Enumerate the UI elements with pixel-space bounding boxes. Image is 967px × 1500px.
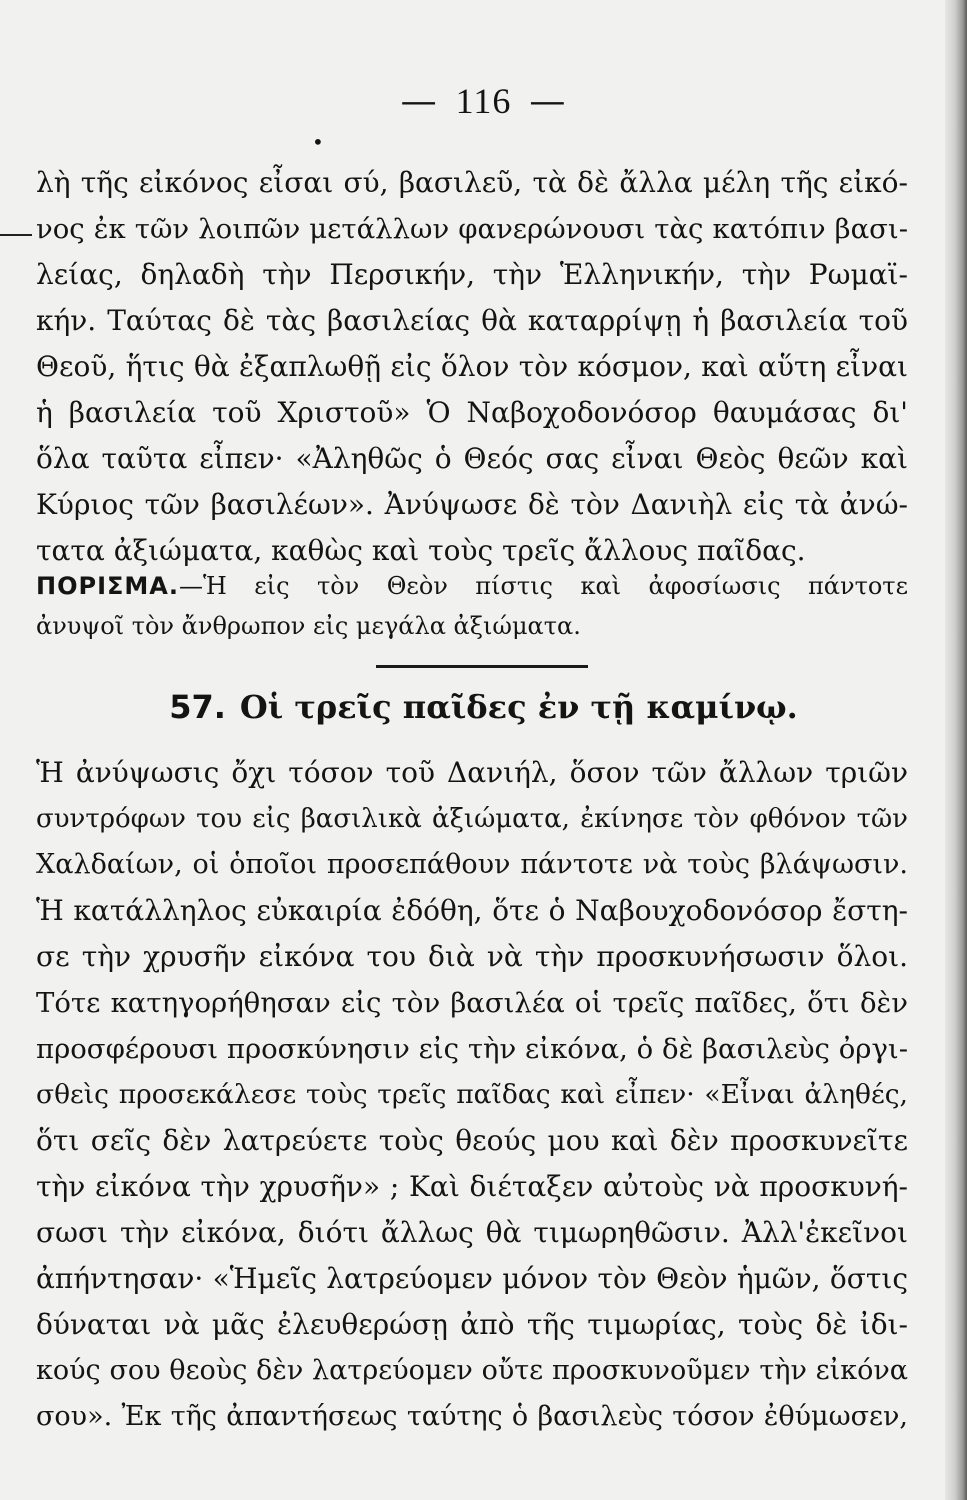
corollary-text: —Ἡ εἰς τὸν Θεὸν πίστις καὶ ἀφοσίωσις πάντοτε (178, 572, 908, 600)
text-line: ἡ βασιλεία τοῦ Χριστοῦ» Ὁ Ναβοχοδονόσορ θαυμάσας δι' (36, 396, 908, 429)
print-speck: • (312, 130, 324, 154)
section-number: 57. (169, 688, 226, 726)
text-line: σου». Ἐκ τῆς ἀπαντήσεως ταύτης ὁ βασιλεὺς τόσον ἐθύμωσεν, (36, 1401, 908, 1432)
text-line: σε τὴν χρυσῆν εἰκόνα του διὰ νὰ τὴν προσκυνήσωσιν ὅλοι. (36, 940, 908, 973)
section-heading (0, 688, 967, 726)
text-line: ἀπήντησαν· «Ἡμεῖς λατρεύομεν μόνον τὸν Θεὸν ἡμῶν, ὅστις (36, 1262, 908, 1295)
margin-mark (0, 234, 32, 236)
text-line: Χαλδαίων, οἱ ὁποῖοι προσεπάθουν πάντοτε νὰ τοὺς βλάψωσιν. (36, 849, 908, 880)
corollary-line (36, 566, 908, 606)
text-line: Ἡ ἀνύψωσις ὄχι τόσον τοῦ Δανιήλ, ὅσον τῶν ἄλλων τριῶν (36, 756, 908, 789)
text-line: Κύριος τῶν βασιλέων». Ἀνύψωσε δὲ τὸν Δανιὴλ εἰς τὰ ἀνώ- (36, 488, 908, 521)
text-line: Ἡ κατάλληλος εὐκαιρία ἐδόθη, ὅτε ὁ Ναβουχοδονόσορ ἔστη- (36, 894, 908, 927)
text-line: σθεὶς προσεκάλεσε τοὺς τρεῖς παῖδας καὶ εἶπεν· «Εἶναι ἀληθές, (36, 1079, 908, 1110)
text-line: κούς σου θεοὺς δὲν λατρεύομεν οὔτε προσκυνοῦμεν τὴν εἰκόνα (36, 1355, 908, 1386)
corollary-line: ἀνυψοῖ τὸν ἄνθρωπον εἰς μεγάλα ἀξιώματα. (36, 612, 581, 640)
corollary (36, 566, 908, 646)
text-line: λὴ τῆς εἰκόνος εἶσαι σύ, βασιλεῦ, τὰ δὲ ἄλλα μέλη τῆς εἰκό- (36, 166, 908, 199)
text-line: νος ἐκ τῶν λοιπῶν μετάλλων φανερώνουσι τὰς κατόπιν βασι- (36, 213, 908, 245)
text-line: Θεοῦ, ἥτις θὰ ἐξαπλωθῇ εἰς ὅλον τὸν κόσμον, καὶ αὕτη εἶναι (36, 350, 908, 383)
text-line: δύναται νὰ μᾶς ἐλευθερώσῃ ἀπὸ τῆς τιμωρίας, τοὺς δὲ ἰδι- (36, 1308, 908, 1341)
text-line: τατα ἀξιώματα, καθὼς καὶ τοὺς τρεῖς ἄλλους παῖδας. (36, 534, 806, 567)
text-line: ὅλα ταῦτα εἶπεν· «Ἀληθῶς ὁ Θεός σας εἶναι Θεὸς θεῶν καὶ (36, 442, 908, 475)
section-divider (376, 665, 588, 668)
text-line: ὅτι σεῖς δὲν λατρεύετε τοὺς θεούς μου καὶ δὲν προσκυνεῖτε (36, 1124, 908, 1157)
section-title: Οἱ τρεῖς παῖδες ἐν τῇ καμίνῳ. (239, 688, 798, 726)
text-line: τὴν εἰκόνα τὴν χρυσῆν» ; Καὶ διέταξεν αὐτοὺς νὰ προσκυνή- (36, 1170, 908, 1203)
corollary-label: ΠΟΡΙΣΜΑ. (36, 572, 179, 600)
text-line: κήν. Ταύτας δὲ τὰς βασιλείας θὰ καταρρίψῃ ἡ βασιλεία τοῦ (36, 304, 908, 337)
header-dash-left: — (400, 81, 438, 122)
text-line: σωσι τὴν εἰκόνα, διότι ἄλλως θὰ τιμωρηθῶσιν. Ἀλλ'ἐκεῖνοι (36, 1216, 908, 1249)
page-binding-shadow (945, 0, 967, 1500)
header-dash-right: — (529, 81, 567, 122)
paragraph-main (36, 750, 908, 1440)
page-header (0, 80, 967, 122)
paragraph-continued (36, 160, 908, 574)
text-line: λείας, δηλαδὴ τὴν Περσικήν, τὴν Ἑλληνικήν, τὴν Ρωμαϊ- (36, 258, 908, 291)
text-line: προσφέρουσι προσκύνησιν εἰς τὴν εἰκόνα, ὁ δὲ βασιλεὺς ὀργι- (36, 1033, 908, 1065)
text-line: Τότε κατηγορήθησαν εἰς τὸν βασιλέα οἱ τρεῖς παῖδες, ὅτι δὲν (36, 987, 908, 1019)
page-number: 116 (455, 81, 512, 121)
text-line: συντρόφων του εἰς βασιλικὰ ἀξιώματα, ἐκίνησε τὸν φθόνον τῶν (36, 804, 908, 834)
